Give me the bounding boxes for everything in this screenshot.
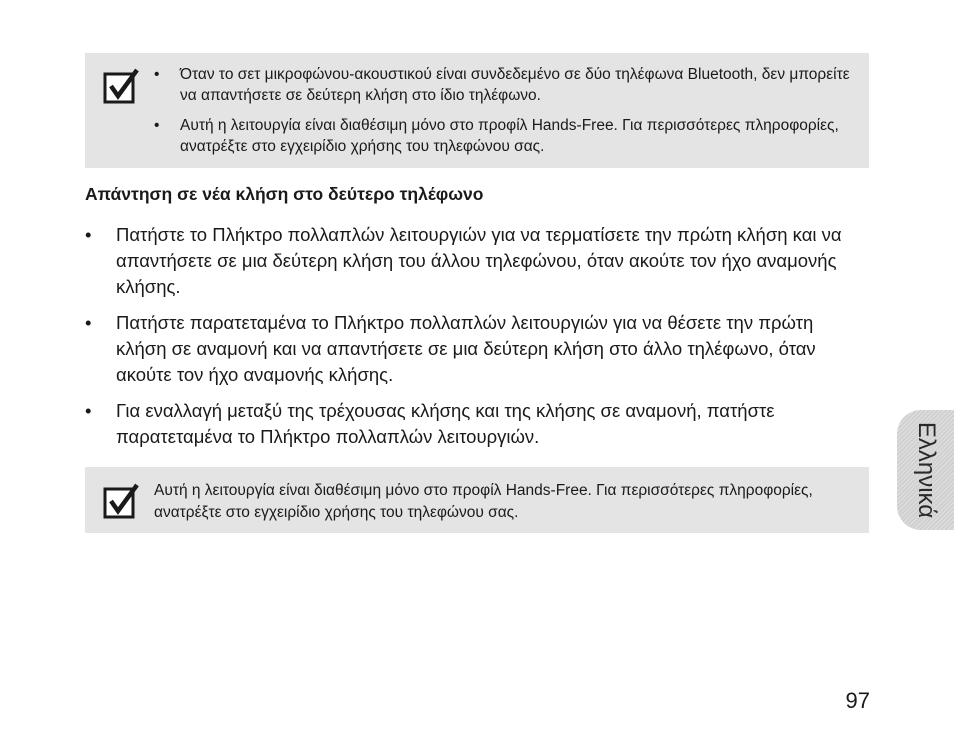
instruction-item — [85, 310, 865, 388]
checkmark-box-icon — [103, 483, 141, 521]
instruction-item — [85, 398, 865, 450]
instruction-list — [85, 222, 865, 460]
bullet: • — [154, 66, 160, 83]
instruction-text: Πατήστε παρατεταμένα το Πλήκτρο πολλαπλών λειτουργιών για να θέσετε την πρώτη κλήση σε αναμονή και να απαντήσετε σε μια δεύτερη κλήση στο άλλο τηλέφωνο, όταν ακούτε τον ήχο αναμονής κλήσης. — [116, 312, 816, 385]
page-number: 97 — [845, 688, 870, 713]
language-tab — [897, 410, 954, 530]
note-item — [154, 115, 855, 157]
note-text: Αυτή η λειτουργία είναι διαθέσιμη μόνο στο προφίλ Hands-Free. Για περισσότερες πληροφορίες, ανατρέξτε στο εγχειρίδιο χρήσης του τηλεφώνου σας. — [154, 482, 813, 521]
instruction-item — [85, 222, 865, 300]
note-box-top — [85, 53, 869, 168]
instruction-text: Πατήστε το Πλήκτρο πολλαπλών λειτουργιών για να τερματίσετε την πρώτη κλήση και να απαντήσετε σε μια δεύτερη κλήση του άλλου τηλεφώνου, όταν ακούτε τον ήχο αναμονής κλήσης. — [116, 224, 842, 297]
language-tab-label: Ελληνικά — [913, 421, 940, 519]
checkmark-box-icon — [103, 68, 141, 106]
note-list — [154, 64, 855, 166]
bullet: • — [85, 400, 92, 421]
section-heading: Απάντηση σε νέα κλήση στο δεύτερο τηλέφωνο — [85, 184, 484, 204]
bullet: • — [85, 312, 92, 333]
bullet: • — [85, 224, 92, 245]
bullet: • — [154, 117, 160, 134]
note-item-text: Όταν το σετ μικροφώνου-ακουστικού είναι συνδεδεμένο σε δύο τηλέφωνα Bluetooth, δεν μπορείτε να απαντήσετε σε δεύτερη κλήση στο ίδιο τηλέφωνο. — [180, 66, 850, 104]
note-item-text: Αυτή η λειτουργία είναι διαθέσιμη μόνο στο προφίλ Hands-Free. Για περισσότερες πληροφορίες, ανατρέξτε στο εγχειρίδιο χρήσης του τηλεφώνου σας. — [180, 117, 839, 155]
instruction-text: Για εναλλαγή μεταξύ της τρέχουσας κλήσης και της κλήσης σε αναμονή, πατήστε παρατεταμένα το Πλήκτρο πολλαπλών λειτουργιών. — [116, 400, 775, 447]
note-item — [154, 64, 855, 106]
note-box-bottom — [85, 467, 869, 533]
